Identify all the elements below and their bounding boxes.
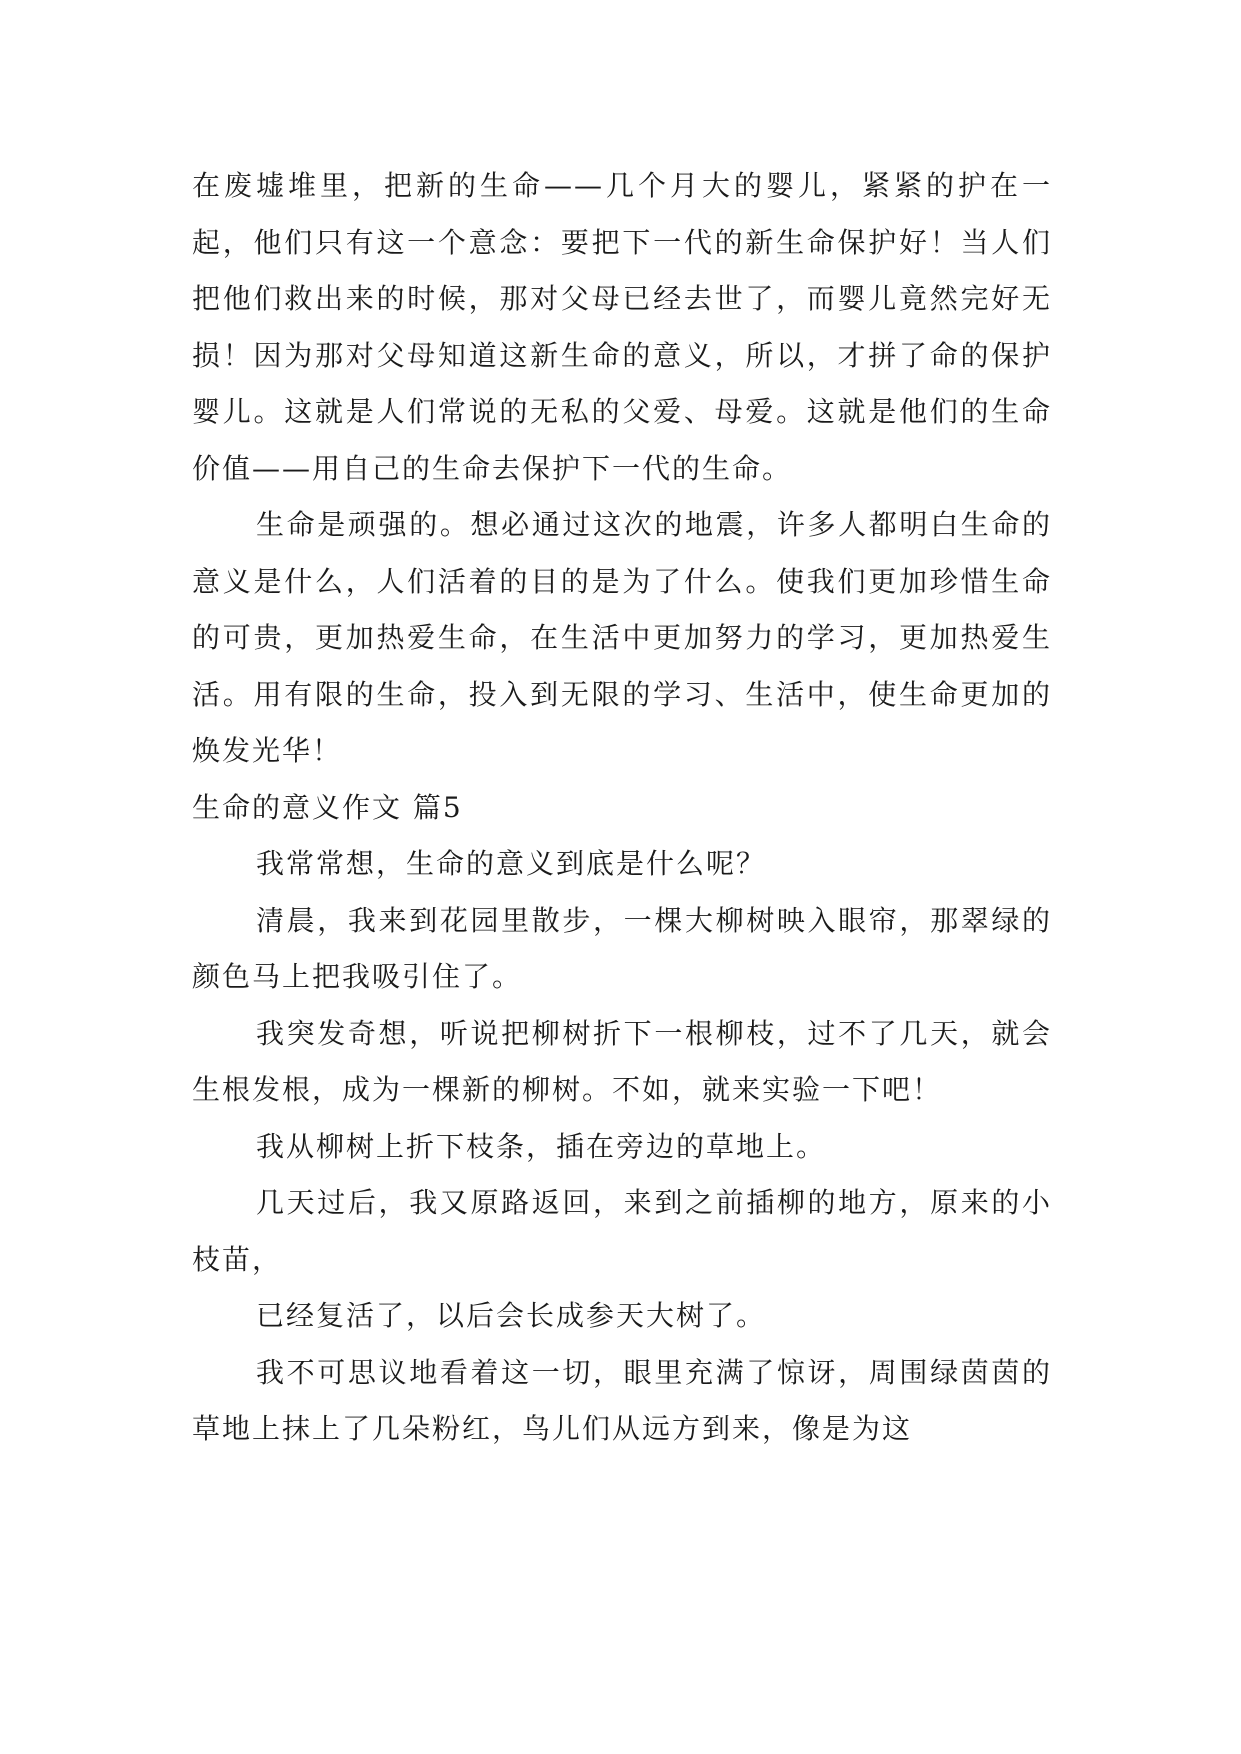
paragraph: 我常常想，生命的意义到底是什么呢？ bbox=[256, 847, 767, 880]
paragraph: 几天过后，我又原路返回，来到之前插柳的地方，原来的小枝苗， bbox=[192, 1186, 1052, 1276]
paragraph: 我突发奇想，听说把柳树折下一根柳枝，过不了几天，就会生根发根，成为一棵新的柳树。不如，就来实验一下吧！ bbox=[192, 1016, 1052, 1106]
paragraph: 我从柳树上折下枝条，插在旁边的草地上。 bbox=[256, 1129, 827, 1163]
paragraph-continued: 在废墟堆里，把新的生命——几个月大的婴儿，紧紧的护在一起，他们只有这一个意念：要把下一代的新生命保护好！当人们把他们救出来的时候，那对父母已经去世了，而婴儿竟然完好无损！因为那对父母知道这新生命的意义，所以，才拼了命的保护婴儿。这就是人们常说的无私的父爱、母爱。这就是他们的生命价值——用自己的生命去保护下一代的生命。 bbox=[192, 169, 1052, 485]
paragraph: 已经复活了，以后会长成参天大树了。 bbox=[256, 1299, 767, 1332]
section-heading: 生命的意义作文 篇5 bbox=[192, 790, 463, 824]
paragraph-life-tenacious: 生命是顽强的。想必通过这次的地震，许多人都明白生命的意义是什么，人们活着的目的是为了什么。使我们更加珍惜生命的可贵，更加热爱生命，在生活中更加努力的学习，更加热爱生活。用有限的生命，投入到无限的学习、生活中，使生命更加的焕发光华！ bbox=[192, 508, 1052, 767]
document-body bbox=[192, 158, 1052, 1458]
paragraph: 清晨，我来到花园里散步，一棵大柳树映入眼帘，那翠绿的颜色马上把我吸引住了。 bbox=[192, 903, 1052, 993]
paragraph: 我不可思议地看着这一切，眼里充满了惊讶，周围绿茵茵的草地上抹上了几朵粉红，鸟儿们从远方到来，像是为这 bbox=[192, 1355, 1052, 1445]
